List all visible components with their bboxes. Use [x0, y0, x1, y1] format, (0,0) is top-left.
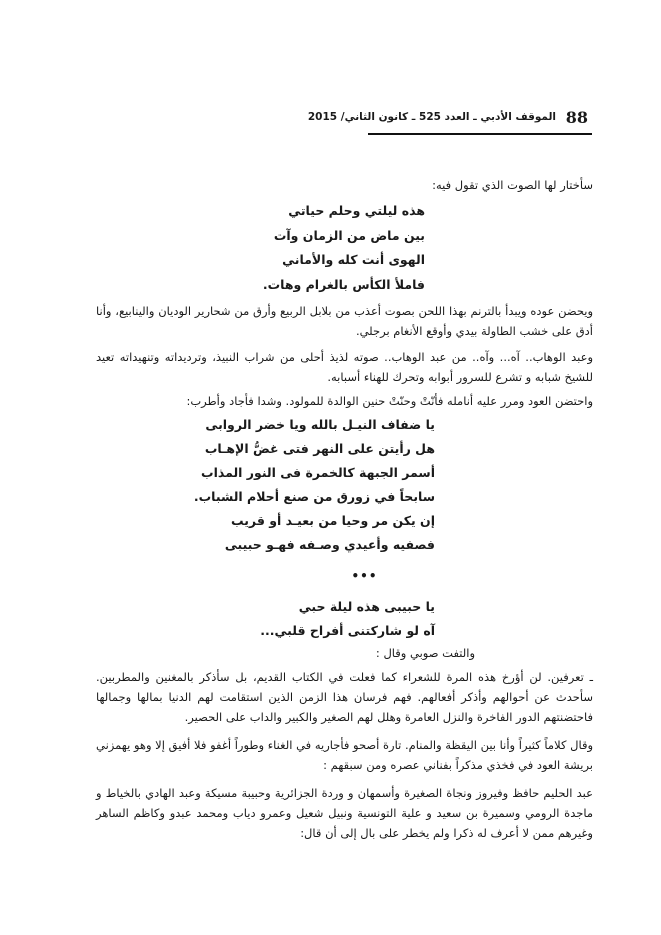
paragraph: عبد الحليم حافظ وفيروز ونجاة الصغيرة وأسمهان و وردة الجزائرية وحبيبة مسيكة وعبد الهادي بالخياط و ماجدة الرومي وسميرة بن سعيد و علية التونسية ونبيل شعيل وعمرو دياب ومحمد عبدو وكاظم الساهر وغيرهم ممن لا أعرف له ذكرا ولم يخطر على بال إلى أن قال:	[96, 786, 593, 840]
verse-separator: •••	[351, 569, 378, 583]
song-verses-1	[96, 199, 593, 297]
page-header	[96, 108, 592, 132]
verse-line: الهوى أنت كله والأماني	[282, 252, 425, 267]
page-number: 88	[565, 108, 588, 127]
verse-line: يا ضفاف النيـل بالله ويا خضر الروابى	[205, 417, 435, 432]
verse-line: هذه ليلتي وحلم حياتي	[288, 203, 425, 218]
verse-line: يا حبيبى هذه ليلة حبي	[298, 599, 435, 614]
paragraph: واحتضن العود ومرر عليه أنامله فأنّتْ وحنّتْ حنين الوالدة للمولود. وشدا فأجاد وأطرب:	[186, 394, 593, 408]
journal-issue-line: الموقف الأدبي ـ العدد 525 ـ كانون الثاني/ 2015	[307, 111, 556, 123]
paragraph: والتفت صوبي وقال :	[375, 646, 475, 660]
paragraph: ـ تعرفين. لن أؤرخ هذه المرة للشعراء كما فعلت في الكتاب القديم، بل سأذكر بالمغنين والمطربين. سأحدث عن أحوالهم وأذكر أفعالهم. فهم فرسان هذا الزمن الذين استقامت لهم الدنيا بمالها وجمالها فاحتضنتهم الدور الفاخرة والنزل العامرة وهلل لهم الصغير والكبير والداب على الحصير.	[96, 670, 593, 724]
verse-line: فصفيه وأعيدي وصـفه فهـو حبيبى	[224, 537, 435, 552]
header-rule	[368, 133, 592, 135]
verse-line: إن يكن مر وحيا من بعيـد أو قريب	[231, 513, 435, 528]
verse-line: أسمر الجبهة كالخمرة فى النور المذاب	[201, 465, 435, 480]
verse-line: فاملأ الكأس بالغرام وهات.	[262, 276, 425, 292]
article-body	[96, 175, 593, 843]
paragraph: وقال كلاماً كثيراً وأنا بين اليقظة والمنام. تارة أصحو فأجاريه في الغناء وطوراً أغفو فلا أفيق إلا وهو يهمزني بريشة العود في فخذي مذكراً بفناني عصره ومن سبقهم :	[96, 738, 593, 772]
verse-line: بين ماض من الزمان وآت	[273, 227, 425, 243]
song-verses-2	[96, 413, 593, 643]
verse-line: آه لو شاركتنى أفراح قلبي...	[260, 623, 435, 638]
paragraph: وعبد الوهاب.. آه... وآه.. من عبد الوهاب.. صوته لذيذ أحلى من شراب النبيذ، وترديداته وتنهيداته تعيد للشيخ شبابه و تشرع للسرور أبوابه وتحرك للهناء أسبابه.	[96, 350, 593, 384]
verse-line: سابحاً في زورق من صنع أحلام الشباب.	[193, 489, 435, 504]
paragraph: ويحضن عوده ويبدأ بالترنم بهذا اللحن بصوت أعذب من بلابل الربيع وأرق من شحارير الوديان والينابيع، وأنا أدق على خشب الطاولة بيدي وأوقع الأنغام برجلي.	[96, 304, 593, 338]
verse-line: هل رأيتن على النهر فتى غضُّ الإهـاب	[204, 441, 435, 456]
intro-line: سأختار لها الصوت الذي تقول فيه:	[432, 178, 593, 192]
